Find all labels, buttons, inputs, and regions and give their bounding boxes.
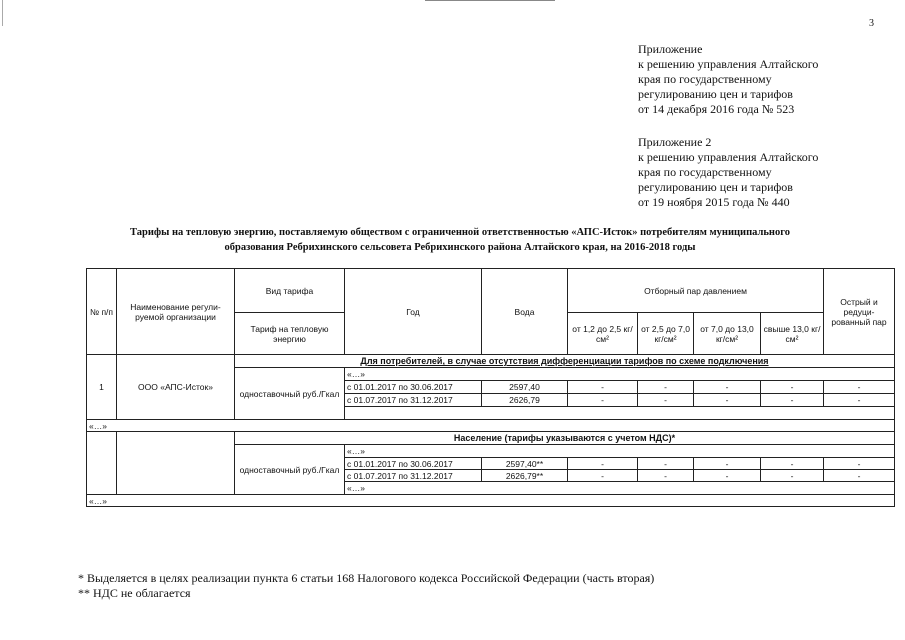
scan-top-line bbox=[425, 0, 555, 1]
header-steam-4: свыше 13,0 кг/см² bbox=[761, 313, 824, 355]
steam-2-cell: - bbox=[638, 470, 694, 482]
appendix-1-line: Приложение bbox=[638, 42, 703, 56]
water-cell: 2597,40** bbox=[482, 458, 568, 470]
header-kind: Вид тарифа bbox=[235, 269, 345, 313]
steam-1-cell: - bbox=[568, 470, 638, 482]
steam-2-cell: - bbox=[638, 394, 694, 407]
header-steam-1: от 1,2 до 2,5 кг/см² bbox=[568, 313, 638, 355]
period-cell: с 01.01.2017 по 30.06.2017 bbox=[345, 458, 482, 470]
section-2-num-blank bbox=[87, 432, 117, 495]
break-ellipsis-1: «…» bbox=[87, 420, 895, 432]
appendix-1 bbox=[638, 42, 818, 117]
steam-3-cell: - bbox=[694, 381, 761, 394]
header-water: Вода bbox=[482, 269, 568, 355]
header-steam-group: Отборный пар давлением bbox=[568, 269, 824, 313]
steam-4-cell: - bbox=[761, 470, 824, 482]
appendix-2-line: от 19 ноября 2015 года № 440 bbox=[638, 195, 790, 209]
section-2-title: Население (тарифы указываются с учетом НДС)* bbox=[235, 432, 895, 445]
header-num: № п/п bbox=[87, 269, 117, 355]
steam-2-cell: - bbox=[638, 381, 694, 394]
appendix-2-line: края по государственному bbox=[638, 165, 772, 179]
header-sharp-steam: Острый и редуци-рованный пар bbox=[824, 269, 895, 355]
section-2-ellipsis-top: «…» bbox=[345, 445, 895, 458]
sharp-steam-cell: - bbox=[824, 381, 895, 394]
title-line-2: образования Ребрихинского сельсовета Ребрихинского района Алтайского края, на 2016-2018 годы bbox=[224, 242, 696, 253]
org-name: ООО «АПС-Исток» bbox=[117, 355, 235, 420]
appendix-2-line: Приложение 2 bbox=[638, 135, 712, 149]
water-cell: 2626,79 bbox=[482, 394, 568, 407]
appendix-2 bbox=[638, 135, 818, 210]
appendix-2-line: регулированию цен и тарифов bbox=[638, 180, 793, 194]
steam-4-cell: - bbox=[761, 394, 824, 407]
water-cell: 2626,79** bbox=[482, 470, 568, 482]
header-org: Наименование регули-руемой организации bbox=[117, 269, 235, 355]
sharp-steam-cell: - bbox=[824, 394, 895, 407]
break-ellipsis-2: «…» bbox=[87, 495, 895, 507]
scan-left-line bbox=[2, 0, 3, 26]
tariff-table bbox=[86, 268, 895, 507]
appendix-1-line: к решению управления Алтайского bbox=[638, 57, 819, 71]
steam-1-cell: - bbox=[568, 458, 638, 470]
document-title bbox=[60, 225, 860, 255]
section-1-ellipsis: «…» bbox=[345, 368, 895, 381]
header-year: Год bbox=[345, 269, 482, 355]
section-1-tariff-label: одноставочный руб./Гкал bbox=[235, 368, 345, 420]
header-kind-sub: Тариф на тепловую энергию bbox=[235, 313, 345, 355]
section-2-tariff-label: одноставочный руб./Гкал bbox=[235, 445, 345, 495]
steam-3-cell: - bbox=[694, 394, 761, 407]
section-2-org-blank bbox=[117, 432, 235, 495]
appendix-1-line: регулированию цен и тарифов bbox=[638, 87, 793, 101]
water-cell: 2597,40 bbox=[482, 381, 568, 394]
page-number: 3 bbox=[869, 18, 874, 29]
appendix-2-line: к решению управления Алтайского bbox=[638, 150, 819, 164]
steam-3-cell: - bbox=[694, 458, 761, 470]
row-number: 1 bbox=[87, 355, 117, 420]
steam-4-cell: - bbox=[761, 458, 824, 470]
header-steam-3: от 7,0 до 13,0 кг/см² bbox=[694, 313, 761, 355]
section-1-empty-row bbox=[345, 407, 895, 420]
steam-1-cell: - bbox=[568, 381, 638, 394]
section-2-ellipsis-bottom: «…» bbox=[345, 482, 895, 495]
period-cell: с 01.07.2017 по 31.12.2017 bbox=[345, 394, 482, 407]
steam-1-cell: - bbox=[568, 394, 638, 407]
sharp-steam-cell: - bbox=[824, 458, 895, 470]
period-cell: с 01.01.2017 по 30.06.2017 bbox=[345, 381, 482, 394]
steam-2-cell: - bbox=[638, 458, 694, 470]
header-steam-2: от 2,5 до 7,0 кг/см² bbox=[638, 313, 694, 355]
steam-3-cell: - bbox=[694, 470, 761, 482]
sharp-steam-cell: - bbox=[824, 470, 895, 482]
footnote-1: * Выделяется в целях реализации пункта 6 статьи 168 Налогового кодекса Российской Федерации (часть вторая) bbox=[78, 571, 655, 585]
appendix-1-line: от 14 декабря 2016 года № 523 bbox=[638, 102, 795, 116]
steam-4-cell: - bbox=[761, 381, 824, 394]
section-1-title: Для потребителей, в случае отсутствия дифференциации тарифов по схеме подключения bbox=[235, 355, 895, 368]
footnote-2: ** НДС не облагается bbox=[78, 586, 191, 600]
title-line-1: Тарифы на тепловую энергию, поставляемую обществом с ограниченной ответственностью «АПС-Исток» потребителям муниципального bbox=[130, 227, 790, 238]
appendix-1-line: края по государственному bbox=[638, 72, 772, 86]
period-cell: с 01.07.2017 по 31.12.2017 bbox=[345, 470, 482, 482]
